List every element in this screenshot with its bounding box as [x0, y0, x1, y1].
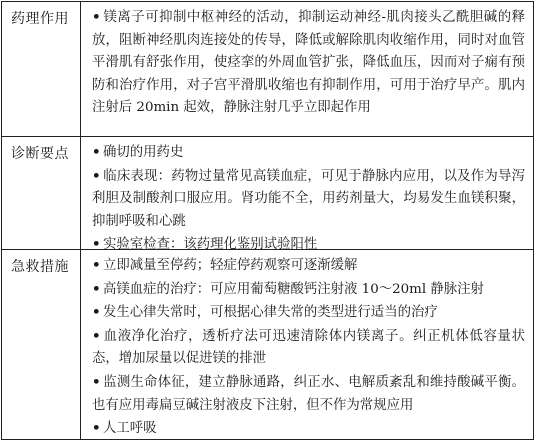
list-item: • 实验室检查：该药理化鉴别试验阳性 — [92, 233, 525, 257]
list-item: • 镁离子可抑制中枢神经的活动，抑制运动神经-肌肉接头乙酰胆碱的释放，阻断神经肌肉连接处的传导，降低或解除肌肉收缩作用，同时对血管平滑肌有舒张作用，使痉挛的外周血管扩张，降低血压，因而对子痫有预防和治疗作用，对子宫平滑肌收缩也有抑制作用，可用于治疗早产。肌内注射后 20min 起效，静脉注射几乎立即起作用 — [92, 6, 525, 120]
row-label: 急救措施 — [2, 250, 81, 439]
list-item: • 立即减量至停药；轻症停药观察可逐渐缓解 — [92, 254, 525, 278]
row-content — [81, 2, 533, 136]
row-label: 药理作用 — [2, 2, 81, 136]
row-label: 诊断要点 — [2, 137, 81, 249]
list-item: • 临床表现：药物过量常见高镁血症，可见于静脉内应用，以及作为导泻利胆及制酸剂口服应用。肾功能不全，用药剂量大，均易发生血镁积聚，抑制呼吸和心跳 — [92, 165, 525, 234]
row-content — [81, 137, 533, 253]
drug-info-table — [1, 1, 534, 440]
row-emergency — [2, 249, 533, 439]
list-item: • 高镁血症的治疗：可应用葡萄糖酸钙注射液 10～20ml 静脉注射 — [92, 278, 525, 302]
row-pharmacology — [2, 2, 533, 136]
list-item: • 监测生命体征，建立静脉通路，纠正水、电解质紊乱和维持酸碱平衡。也有应用毒扁豆碱注射液皮下注射，但不作为常规应用 — [92, 371, 525, 417]
list-item: • 血液净化治疗，透析疗法可迅速清除体内镁离子。纠正机体低容量状态，增加尿量以促进镁的排泄 — [92, 325, 525, 371]
list-item: • 确切的用药史 — [92, 141, 525, 165]
row-content — [81, 250, 533, 439]
row-diagnosis — [2, 136, 533, 253]
list-item: • 人工呼吸 — [92, 417, 525, 441]
list-item: • 发生心律失常时，可根据心律失常的类型进行适当的治疗 — [92, 301, 525, 325]
